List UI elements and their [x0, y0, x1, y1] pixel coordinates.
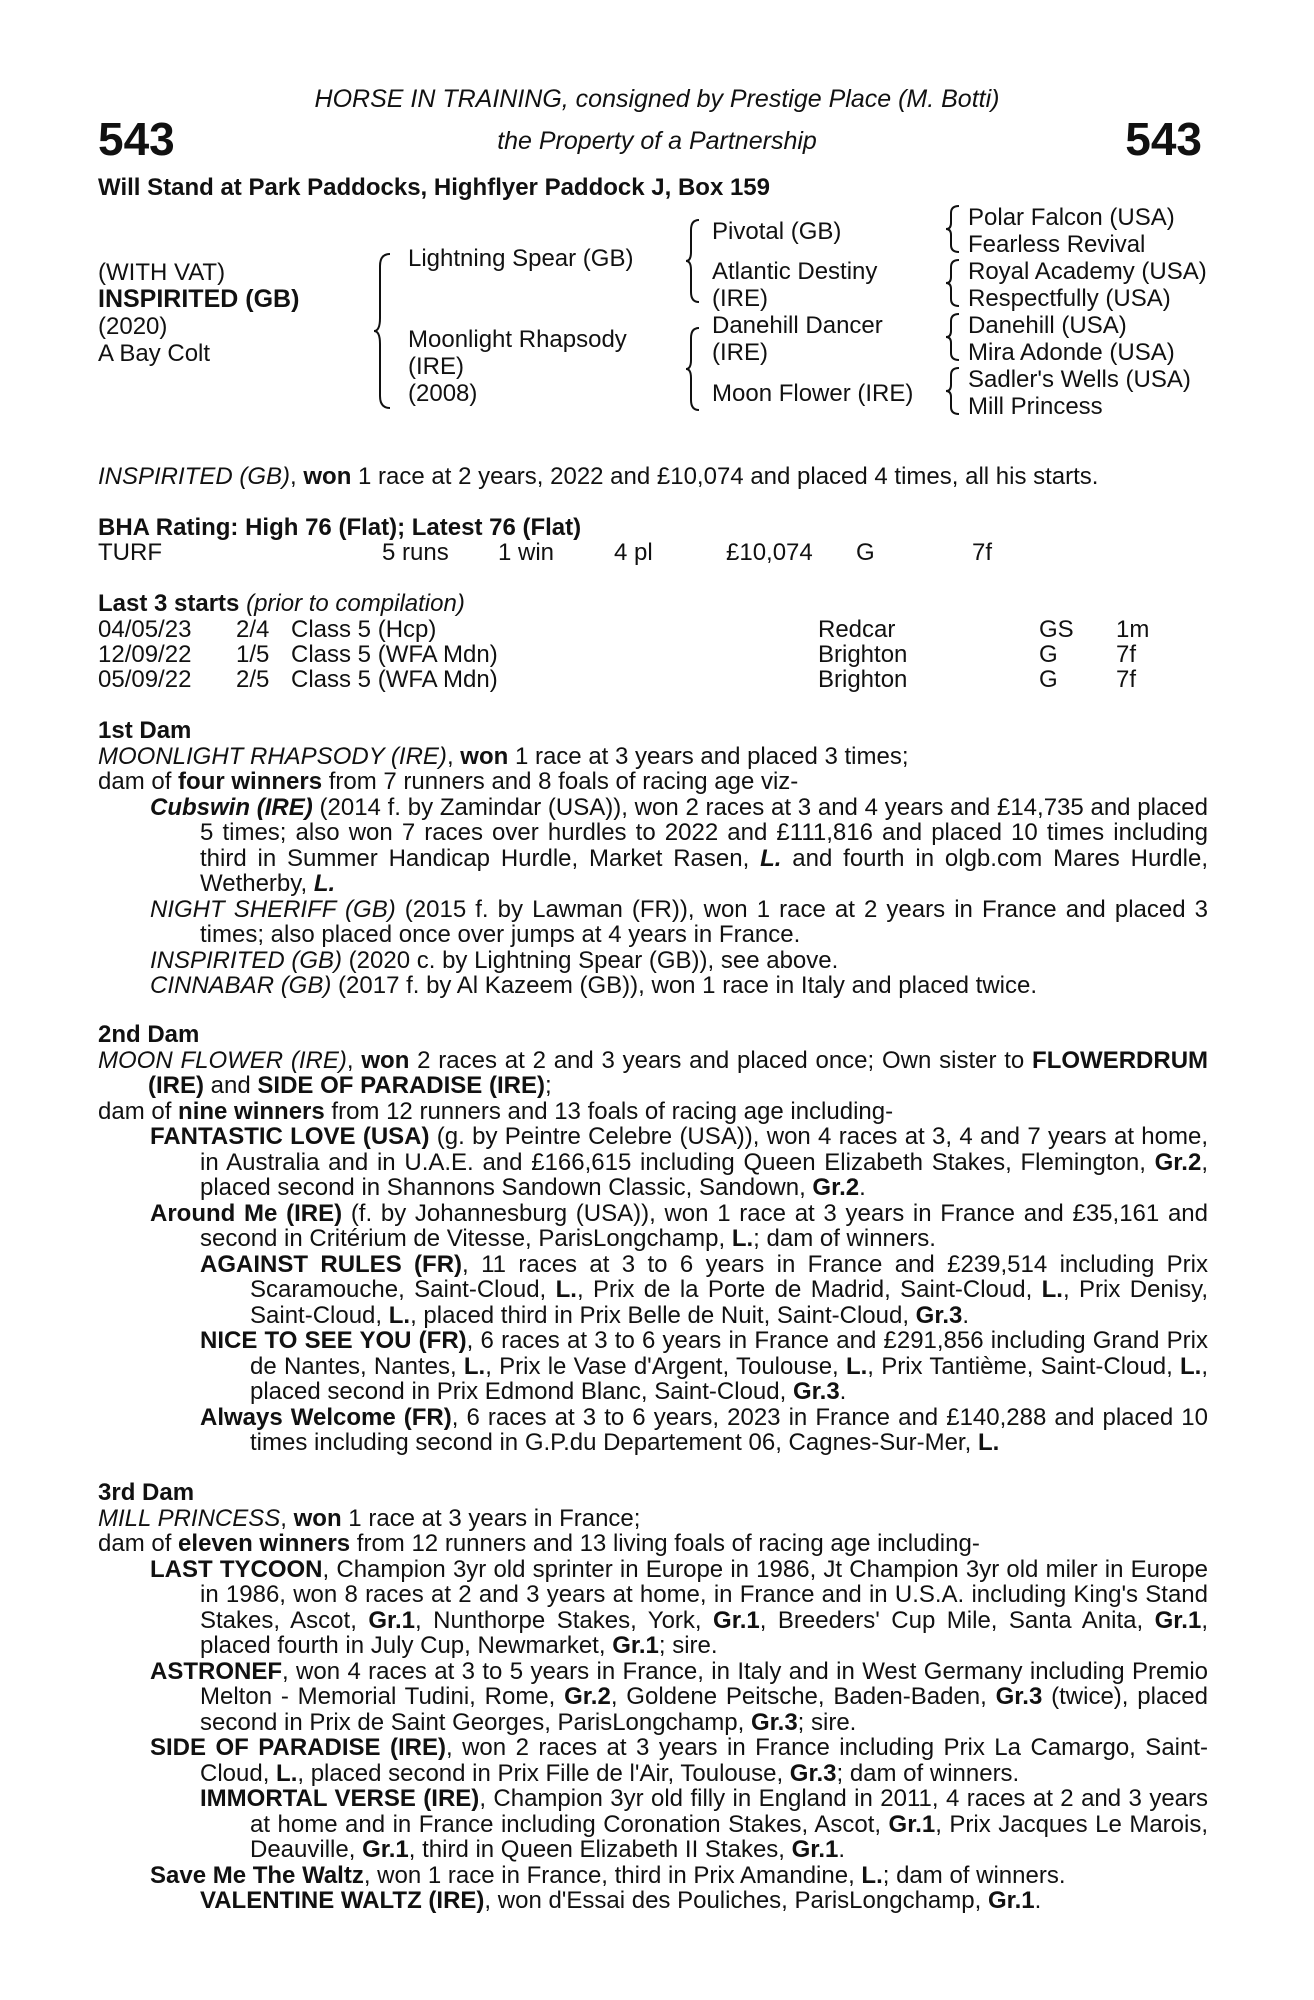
dam-sire-line1: Danehill Dancer — [712, 312, 883, 339]
text: . — [1034, 1887, 1042, 1914]
group-mark: Gr.1 — [713, 1606, 760, 1634]
text: (2015 f. by Lawman (FR)), won 1 race at 2 years in France and placed 3 times; also placed once over jumps at 4 years in France. — [200, 895, 1208, 948]
group-mark: Gr.3 — [995, 1683, 1043, 1710]
produce-entry — [150, 1735, 1208, 1786]
text: , Champion 3yr old filly in England in 2011, 4 races at 2 and 3 years at home and in France including Coronation Stakes, Ascot, — [250, 1785, 1209, 1838]
pedigree-brace-g3-2 — [944, 258, 962, 308]
produce-name: FANTASTIC LOVE (USA) — [150, 1123, 430, 1150]
produce-entry — [150, 1124, 1208, 1201]
start-position: 2/4 — [236, 616, 270, 643]
group-mark: Gr.2 — [1154, 1148, 1202, 1176]
listed-mark: L. — [1041, 1276, 1063, 1303]
produce-name: Always Welcome (FR) — [200, 1403, 452, 1431]
text: , placed second in Prix Fille de l'Air, Toulouse, — [297, 1759, 790, 1787]
text: , Prix le Vase d'Argent, Toulouse, — [485, 1352, 846, 1380]
group-mark: Gr.1 — [362, 1836, 409, 1863]
text: and — [204, 1072, 258, 1099]
produce-name: IMMORTAL VERSE (IRE) — [200, 1785, 480, 1812]
g3-sds: Royal Academy (USA) — [968, 258, 1207, 285]
start-distance: 7f — [1116, 666, 1137, 693]
text: , placed second in Prix Edmond Blanc, Saint-Cloud, — [250, 1352, 1209, 1405]
dam-name-line2: (IRE) — [408, 353, 464, 380]
bha-rating-title: BHA Rating: High 76 (Flat); Latest 76 (Flat) — [98, 514, 582, 541]
group-mark: Gr.2 — [812, 1174, 860, 1201]
start-course: Brighton — [818, 641, 908, 668]
produce-entry — [150, 973, 1208, 999]
produce-entry — [150, 897, 1208, 948]
text: , Prix Jacques Le Marois, Deauville, — [250, 1810, 1209, 1863]
second-dam-heading: 2nd Dam — [98, 1021, 200, 1048]
start-date: 12/09/22 — [98, 641, 192, 668]
listed-mark: L. — [555, 1276, 577, 1303]
text: ; dam of winners. — [753, 1225, 936, 1252]
g3-dsd: Mira Adonde (USA) — [968, 339, 1175, 366]
produce-entry — [150, 1201, 1208, 1252]
sibling-name: FLOWERDRUM (IRE) — [148, 1046, 1209, 1099]
text: , won d'Essai des Pouliches, ParisLongchamp, — [484, 1887, 988, 1914]
group-mark: Gr.2 — [564, 1683, 611, 1710]
dam-sire-line2: (IRE) — [712, 339, 768, 366]
text: ; sire. — [797, 1708, 857, 1736]
summary-won: won — [303, 463, 352, 490]
produce-entry — [150, 795, 1208, 897]
summary-horse-name: INSPIRITED (GB) — [98, 463, 291, 490]
listed-mark: L. — [977, 1429, 1000, 1456]
race-summary: INSPIRITED (GB), won 1 race at 2 years, 2022 and £10,074 and placed 4 times, all his starts. — [98, 463, 1099, 490]
group-mark: Gr.3 — [789, 1759, 837, 1787]
horse-name: INSPIRITED (GB) — [98, 285, 300, 313]
rating-surface: TURF — [98, 539, 162, 566]
produce-name: SIDE OF PARADISE (IRE) — [150, 1734, 446, 1761]
group-mark: Gr.1 — [368, 1606, 416, 1634]
text: 1 race at 3 years in France; — [341, 1504, 641, 1532]
won-label: won — [460, 742, 509, 770]
produce-entry — [150, 948, 1208, 974]
group-mark: Gr.1 — [791, 1836, 839, 1863]
text: dam of — [98, 1097, 179, 1125]
text: , 11 races at 3 to 6 years in France and £239,514 including Prix Scaramouche, Saint-Cloud, — [250, 1250, 1209, 1303]
text: , Nunthorpe Stakes, York, — [415, 1606, 714, 1634]
first-dam-produce — [98, 769, 1208, 795]
group-mark: Gr.3 — [750, 1708, 798, 1736]
pedigree-brace-g3-1 — [944, 204, 962, 254]
pedigree-brace-sire — [684, 218, 702, 304]
rating-going: G — [856, 539, 875, 566]
listed-mark: L. — [1180, 1352, 1202, 1380]
stand-location: Will Stand at Park Paddocks, Highflyer Paddock J, Box 159 — [98, 174, 770, 201]
listed-mark: L. — [845, 1352, 868, 1380]
rating-prize: £10,074 — [726, 539, 813, 566]
text: (2020 c. by Lightning Spear (GB)), see above. — [342, 946, 839, 974]
vat-note: (WITH VAT) — [98, 259, 226, 286]
text: (2017 f. by Al Kazeem (GB)), won 1 race in Italy and placed twice. — [331, 972, 1038, 999]
text: , placed fourth in July Cup, Newmarket, — [200, 1606, 1208, 1659]
g3-ddd: Mill Princess — [968, 393, 1103, 420]
text: . — [859, 1174, 866, 1201]
won-label: won — [293, 1504, 342, 1532]
produce-name: NICE TO SEE YOU (FR) — [200, 1327, 467, 1354]
text: . — [838, 1836, 846, 1863]
start-course: Redcar — [818, 616, 896, 643]
third-dam-produce — [98, 1531, 1208, 1557]
first-dam-heading: 1st Dam — [98, 717, 192, 744]
dam-name-line1: Moonlight Rhapsody — [408, 326, 627, 353]
summary-text: 1 race at 2 years, 2022 and £10,074 and placed 4 times, all his starts. — [351, 463, 1099, 490]
lot-number-right: 543 — [1125, 113, 1202, 165]
produce-name: Around Me (IRE) — [150, 1199, 343, 1227]
start-course: Brighton — [818, 666, 908, 693]
start-date: 05/09/22 — [98, 666, 192, 693]
pedigree-brace-main — [372, 252, 394, 410]
text: , Breeders' Cup Mile, Santa Anita, — [759, 1606, 1155, 1634]
text: and fourth in olgb.com Mares Hurdle, Wetherby, — [200, 844, 1209, 897]
text: , Goldene Peitsche, Baden-Baden, — [610, 1683, 996, 1710]
produce-name: CINNABAR (GB) — [150, 972, 332, 999]
horse-year: (2020) — [98, 313, 168, 340]
start-position: 2/5 — [236, 666, 270, 693]
third-dam-section — [98, 1480, 1208, 1914]
winners-count: four winners — [178, 768, 323, 795]
grandproduce-entry — [200, 1252, 1208, 1329]
produce-entry — [150, 1863, 1208, 1889]
start-race: Class 5 (WFA Mdn) — [291, 641, 498, 668]
last-starts-note: (prior to compilation) — [239, 590, 465, 617]
sire-dam-line2: (IRE) — [712, 285, 768, 312]
listed-mark: L. — [313, 870, 336, 897]
second-dam-name: MOON FLOWER (IRE) — [98, 1046, 347, 1074]
third-dam-heading: 3rd Dam — [98, 1479, 195, 1506]
text: , 6 races at 3 to 6 years, 2023 in France and £140,288 and placed 10 times including second in G.P.du Departement 06, Cagnes-Sur-Mer, — [250, 1403, 1208, 1456]
g3-dds: Sadler's Wells (USA) — [968, 366, 1191, 393]
listed-mark: L. — [276, 1759, 298, 1787]
group-mark: Gr.3 — [792, 1378, 840, 1405]
produce-name: Save Me The Waltz — [150, 1861, 364, 1889]
text: dam of — [98, 1530, 179, 1557]
produce-name: NIGHT SHERIFF (GB) — [150, 895, 396, 923]
second-dam-produce — [98, 1099, 1208, 1125]
start-race: Class 5 (Hcp) — [291, 616, 437, 643]
start-race: Class 5 (WFA Mdn) — [291, 666, 498, 693]
produce-name: LAST TYCOON — [150, 1555, 323, 1583]
first-dam-record: MOONLIGHT RHAPSODY (IRE), won 1 race at 3 years and placed 3 times; — [98, 742, 909, 770]
listed-mark: L. — [388, 1301, 411, 1329]
text: , won 4 races at 3 to 5 years in France, in Italy and in West Germany including Premio Melton - Memorial Tudini, Rome, — [200, 1657, 1208, 1710]
group-mark: Gr.1 — [1154, 1606, 1202, 1634]
horse-description: A Bay Colt — [98, 340, 211, 367]
g3-sdd: Respectfully (USA) — [968, 285, 1171, 312]
text: dam of — [98, 768, 179, 795]
produce-name: VALENTINE WALTZ (IRE) — [200, 1887, 485, 1914]
text: . — [962, 1301, 970, 1329]
text: , third in Queen Elizabeth II Stakes, — [408, 1836, 792, 1863]
pedigree-brace-dam — [684, 326, 702, 412]
pedigree-brace-g3-3 — [944, 312, 962, 362]
grandproduce-entry — [200, 1328, 1208, 1405]
group-mark: Gr.1 — [888, 1810, 936, 1838]
last-starts-heading — [98, 590, 465, 618]
second-dam-record: MOON FLOWER (IRE), won 2 races at 2 and 3 years and placed once; Own sister to FLOWERDRUM (IRE) and SIDE OF PARADISE (IRE); — [98, 1046, 1209, 1099]
text: , 6 races at 3 to 6 years in France and £291,856 including Grand Prix de Nantes, Nantes, — [250, 1327, 1208, 1380]
lot-number-left: 543 — [98, 113, 175, 165]
text: (f. by Johannesburg (USA)), won 1 race at 3 years in France and £35,161 and second in Critérium de Vitesse, ParisLongchamp, — [200, 1199, 1209, 1252]
consignment-line: HORSE IN TRAINING, consigned by Prestige Place (M. Botti) — [314, 85, 1000, 113]
first-dam-name: MOONLIGHT RHAPSODY (IRE) — [98, 742, 447, 770]
rating-placed: 4 pl — [614, 539, 653, 566]
text: ; dam of winners. — [882, 1861, 1066, 1889]
produce-entry — [150, 1557, 1208, 1659]
text: 2 races at 2 and 3 years and placed once; Own sister to — [409, 1046, 1033, 1074]
start-going: G — [1039, 641, 1058, 668]
text: , won 1 race in France, third in Prix Amandine, — [363, 1861, 862, 1889]
start-date: 04/05/23 — [98, 616, 192, 643]
group-mark: Gr.3 — [915, 1301, 963, 1329]
listed-mark: L. — [861, 1861, 883, 1889]
g3-dss: Danehill (USA) — [968, 312, 1127, 339]
listed-mark: L. — [463, 1352, 486, 1380]
produce-name: AGAINST RULES (FR) — [200, 1250, 463, 1278]
text: from 12 runners and 13 foals of racing age including- — [324, 1097, 894, 1125]
start-position: 1/5 — [236, 641, 270, 668]
rating-runs: 5 runs — [382, 539, 449, 566]
text: ; — [544, 1072, 552, 1099]
produce-entry — [150, 1659, 1208, 1736]
produce-name: INSPIRITED (GB) — [150, 946, 343, 974]
text: , Prix Tantième, Saint-Cloud, — [867, 1352, 1181, 1380]
start-distance: 7f — [1116, 641, 1137, 668]
text: , won 2 races at 3 years in France including Prix La Camargo, Saint-Cloud, — [200, 1734, 1208, 1787]
rating-wins: 1 win — [498, 539, 555, 566]
text: from 7 runners and 8 foals of racing age viz- — [322, 768, 799, 795]
second-dam-section — [98, 1022, 1208, 1456]
sire-name: Lightning Spear (GB) — [408, 245, 634, 272]
g3-ssd: Fearless Revival — [968, 231, 1146, 258]
last-starts-title: Last 3 starts — [98, 590, 240, 617]
sire-sire: Pivotal (GB) — [712, 218, 842, 245]
sire-dam-line1: Atlantic Destiny — [712, 258, 878, 285]
group-mark: Gr.1 — [612, 1632, 659, 1659]
winners-count: eleven winners — [178, 1530, 351, 1557]
text: , placed second in Shannons Sandown Classic, Sandown, — [200, 1148, 1208, 1201]
g3-sss: Polar Falcon (USA) — [968, 204, 1175, 231]
produce-name: Cubswin (IRE) — [150, 793, 313, 821]
group-mark: Gr.1 — [987, 1887, 1035, 1914]
text: , Prix de la Porte de Madrid, Saint-Cloud, — [576, 1276, 1042, 1303]
ownership-line: the Property of a Partnership — [497, 127, 817, 155]
dam-dam: Moon Flower (IRE) — [712, 380, 914, 407]
text: (twice), placed second in Prix de Saint Georges, ParisLongchamp, — [200, 1683, 1208, 1736]
grandproduce-entry — [200, 1786, 1208, 1863]
text: ; dam of winners. — [836, 1759, 1020, 1787]
text: , Prix Denisy, Saint-Cloud, — [250, 1276, 1208, 1329]
rating-distance: 7f — [972, 539, 993, 566]
start-going: GS — [1039, 616, 1074, 643]
text: . — [839, 1378, 847, 1405]
dam-year: (2008) — [408, 380, 478, 407]
start-distance: 1m — [1116, 616, 1150, 643]
listed-mark: L. — [760, 844, 782, 872]
grandproduce-entry — [200, 1888, 1208, 1914]
text: ; sire. — [658, 1632, 718, 1659]
won-label: won — [361, 1046, 410, 1074]
produce-name: ASTRONEF — [150, 1657, 282, 1685]
pedigree-brace-g3-4 — [944, 366, 962, 416]
winners-count: nine winners — [178, 1097, 325, 1125]
start-going: G — [1039, 666, 1058, 693]
text: , placed third in Prix Belle de Nuit, Saint-Cloud, — [410, 1301, 916, 1329]
listed-mark: L. — [731, 1225, 754, 1252]
record-text: 1 race at 3 years and placed 3 times; — [508, 742, 909, 770]
third-dam-name: MILL PRINCESS — [98, 1504, 281, 1532]
text: (g. by Peintre Celebre (USA)), won 4 races at 3, 4 and 7 years at home, in Australia and in U.A.E. and £166,615 including Queen Elizabeth Stakes, Flemington, — [200, 1123, 1208, 1176]
text: from 12 runners and 13 living foals of racing age including- — [350, 1530, 980, 1557]
first-dam-section — [98, 718, 1208, 999]
grandproduce-entry — [200, 1405, 1208, 1456]
text: (2014 f. by Zamindar (USA)), won 2 races at 3 and 4 years and £14,735 and placed 5 times; also won 7 races over hurdles to 2022 and £111,816 and placed 10 times including third in Summer Handicap Hurdle, Market Rasen, — [200, 793, 1208, 872]
third-dam-record: MILL PRINCESS, won 1 race at 3 years in France; — [98, 1504, 641, 1532]
sibling-name: SIDE OF PARADISE (IRE) — [257, 1072, 545, 1099]
text: , Champion 3yr old sprinter in Europe in 1986, Jt Champion 3yr old miler in Europe in 1986, won 8 races at 2 and 3 years at home, in France and in U.S.A. including King's Stand Stakes, Ascot, — [200, 1555, 1209, 1634]
